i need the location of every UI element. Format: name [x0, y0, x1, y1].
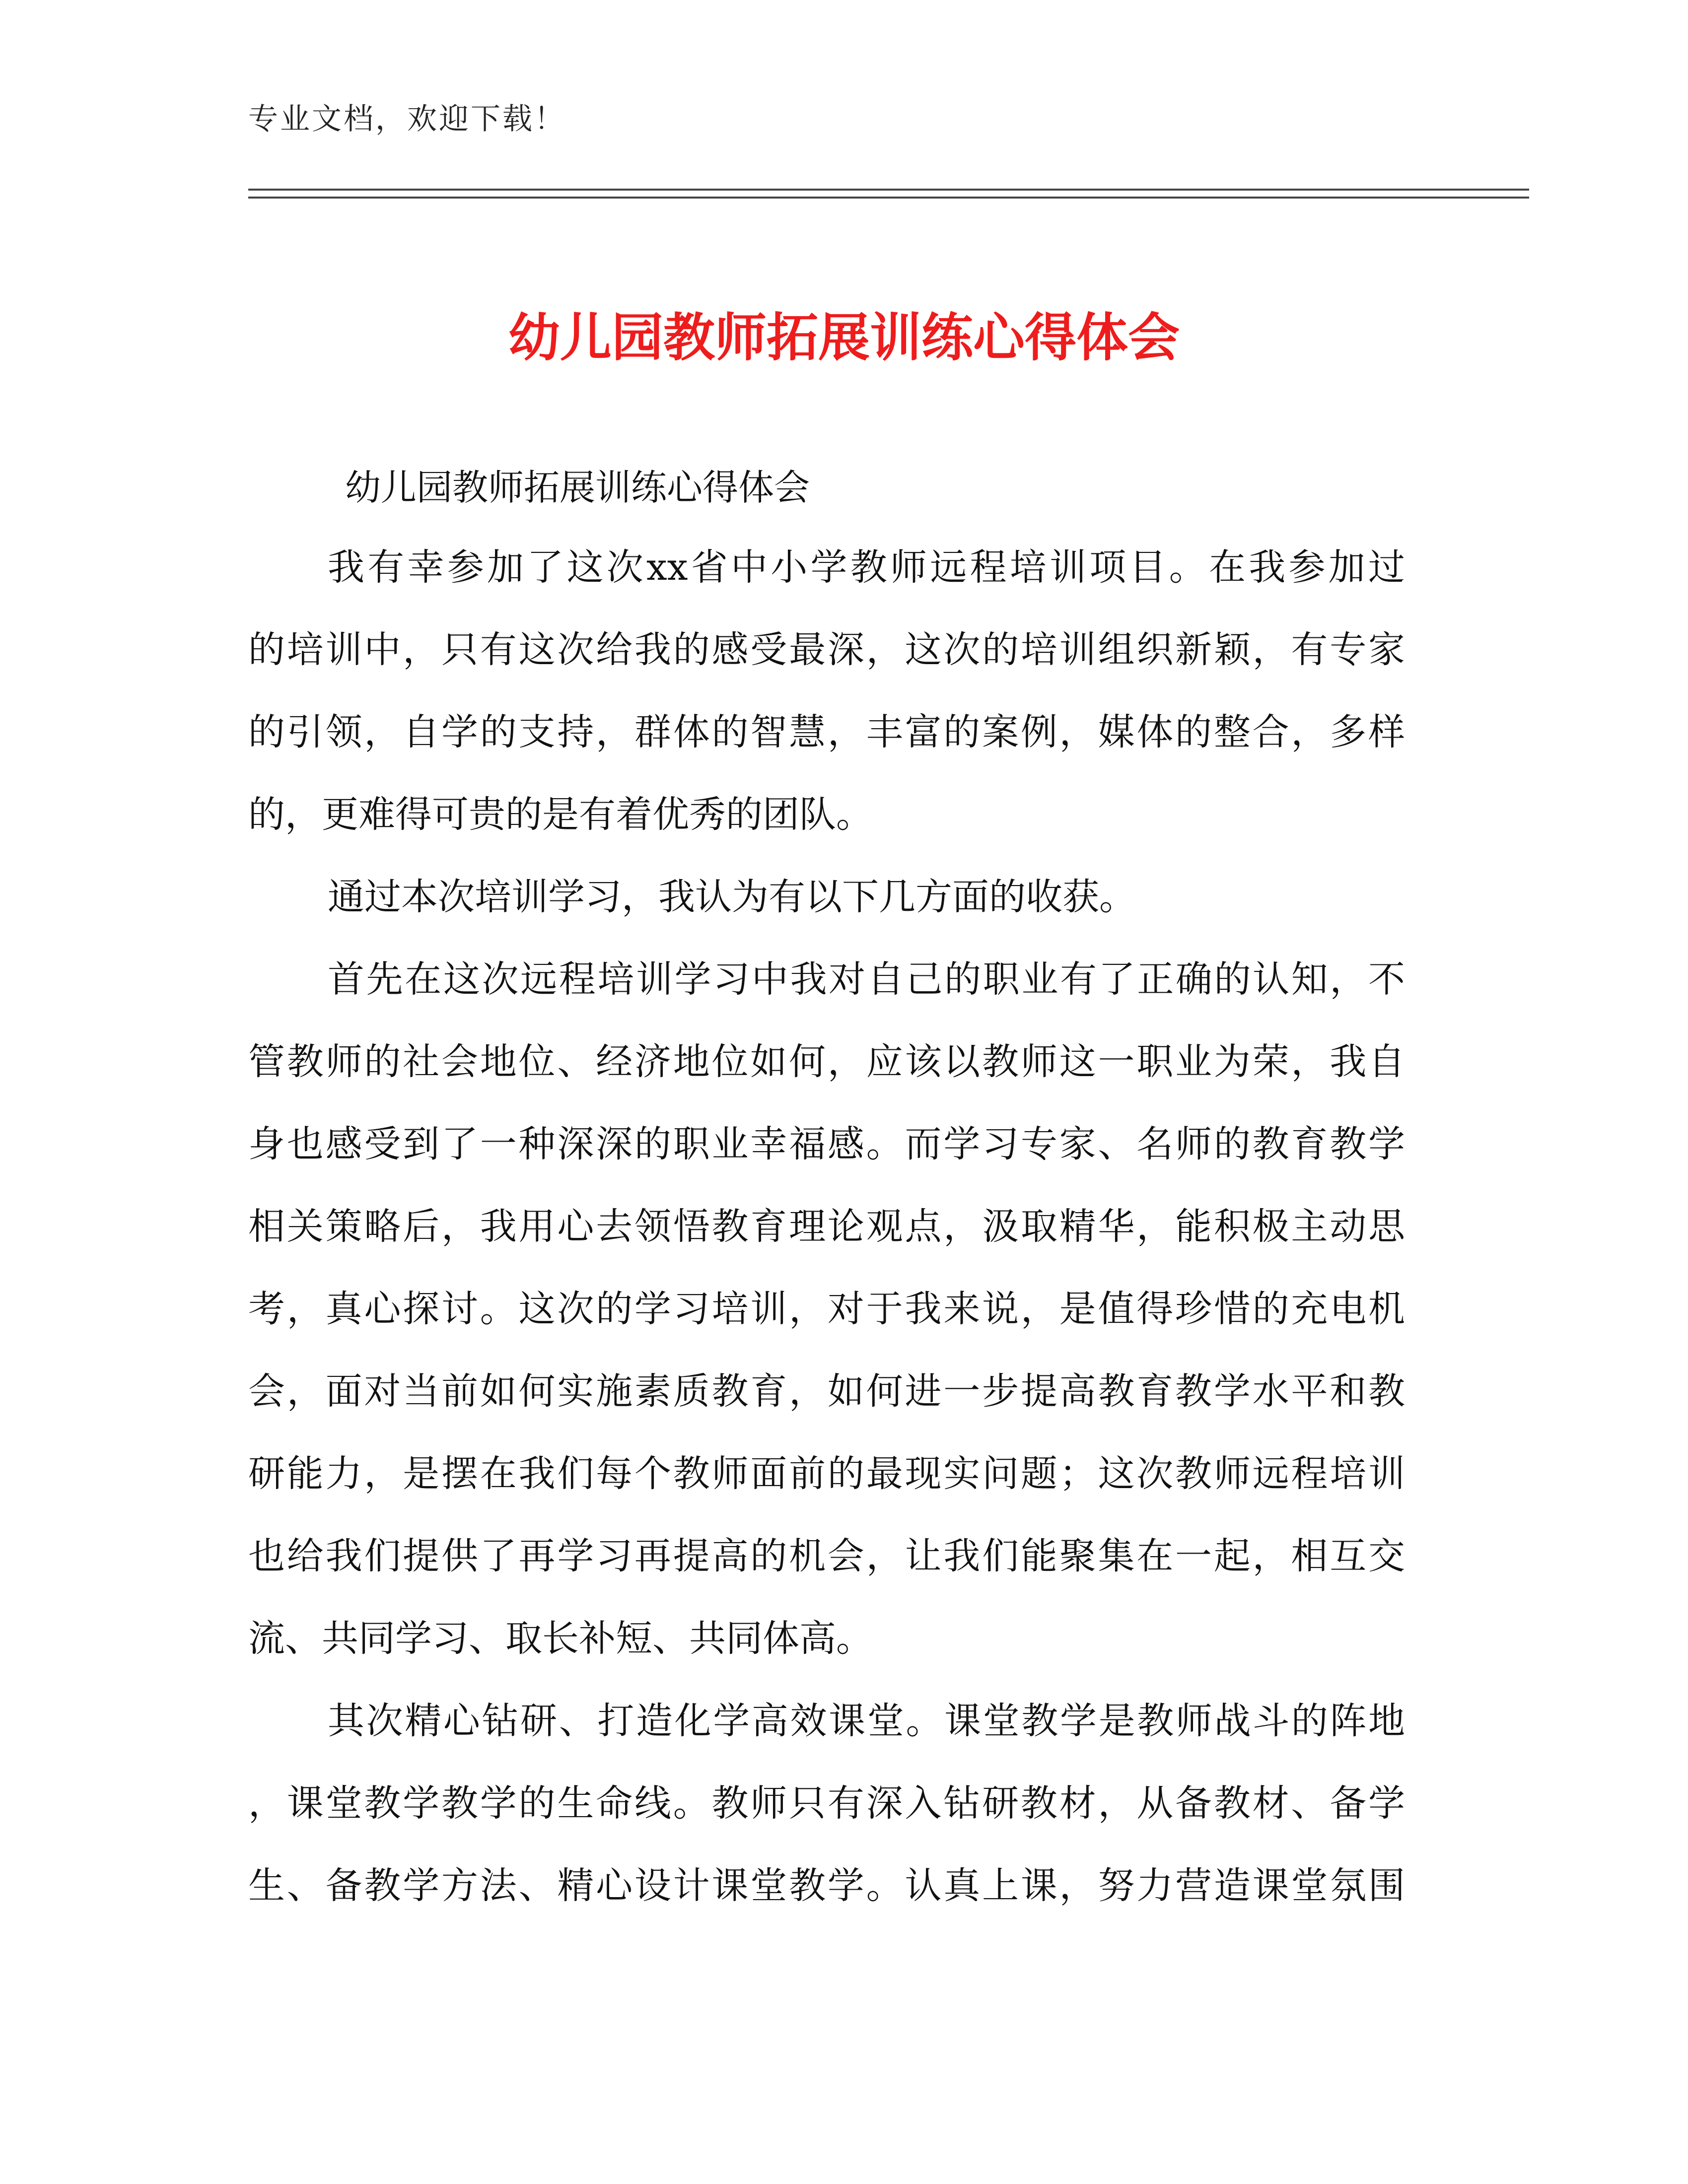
- paragraph-line: 管教师的社会地位、经济地位如何，应该以教师这一职业为荣，我自: [248, 1040, 1405, 1083]
- paragraph-line: 我有幸参加了这次xx省中小学教师远程培训项目。在我参加过: [328, 546, 1405, 589]
- paragraph-first-point: [248, 938, 1405, 1680]
- header-rule-top: [248, 189, 1529, 191]
- paragraph-line: 其次精心钻研、打造化学高效课堂。课堂教学是教师战斗的阵地: [328, 1700, 1405, 1742]
- paragraph-line: ，课堂教学教学的生命线。教师只有深入钻研教材，从备教材、备学: [248, 1782, 1405, 1825]
- paragraph-line: 通过本次培训学习，我认为有以下几方面的收获。: [328, 876, 1136, 918]
- paragraph-line: 的，更难得可贵的是有着优秀的团队。: [248, 793, 873, 836]
- paragraph-line: 身也感受到了一种深深的职业幸福感。而学习专家、名师的教育教学: [248, 1123, 1405, 1165]
- paragraph-line: 的培训中，只有这次给我的感受最深，这次的培训组织新颖，有专家: [248, 628, 1405, 671]
- paragraph-line: 的引领，自学的支持，群体的智慧，丰富的案例，媒体的整合，多样: [248, 711, 1405, 753]
- paragraph-line: 考，真心探讨。这次的学习培训，对于我来说，是值得珍惜的充电机: [248, 1288, 1405, 1330]
- paragraph-line: 研能力，是摆在我们每个教师面前的最现实问题；这次教师远程培训: [248, 1452, 1405, 1495]
- paragraph-line: 相关策略后，我用心去领悟教育理论观点，汲取精华，能积极主动思: [248, 1205, 1405, 1248]
- header-note: 专业文档，欢迎下载！: [248, 102, 566, 136]
- paragraph-second-point: [248, 1680, 1405, 1927]
- document-title: 幼儿园教师拓展训练心得体会: [508, 307, 1180, 368]
- paragraph-line: 首先在这次远程培训学习中我对自己的职业有了正确的认知，不: [328, 958, 1405, 1001]
- paragraph-intro: [248, 526, 1405, 856]
- paragraph-line: 生、备教学方法、精心设计课堂教学。认真上课，努力营造课堂氛围: [248, 1864, 1405, 1907]
- header-rule-bottom: [248, 197, 1529, 199]
- paragraph-line: 也给我们提供了再学习再提高的机会，让我们能聚集在一起，相互交: [248, 1535, 1405, 1577]
- paragraph-line: 流、共同学习、取长补短、共同体高。: [248, 1617, 873, 1660]
- document-subtitle: 幼儿园教师拓展训练心得体会: [345, 467, 810, 508]
- paragraph-gains: [248, 856, 1405, 938]
- paragraph-line: 会，面对当前如何实施素质教育，如何进一步提高教育教学水平和教: [248, 1370, 1405, 1413]
